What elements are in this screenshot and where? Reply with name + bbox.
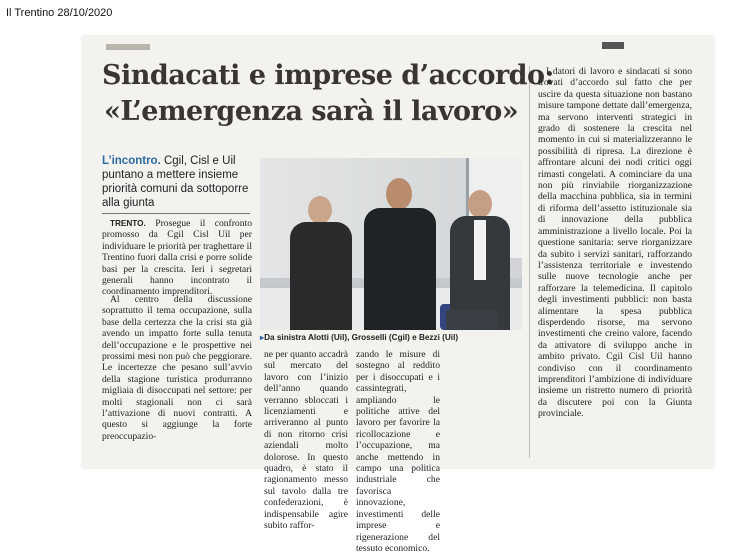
article-text: I datori di lavoro e sindacati si sono trovati d’accordo sul fatto che per uscire da questa situazione non bastano misure tampone dettate dall’emergenza, ma servono interventi strategici in grado di sostenere la crescita nel momento in cui si materializzeranno le possibilità di ripresa. La direzione è affrontare alcuni dei nodi critici oggi rimasti congelati. A cominciare da una non più rinviabile riorganizzazione della macchina pubblica, sia in termini di riforma dell’assetto istituzionale sia di innovazione della pubblica amministrazione a livello locale. Poi la questione sanitaria: serve riorganizzare da subito i servizi sanitari, rafforzando l’assistenza territoriale e investendo sulle nuove tecnologie anche per rafforzare la telemedicina. Il capitolo degli investimenti pubblici: non basta alimentare la spesa pubblica disperdendo risorse, ma servono investimenti che creino valore, facendo da attivatore di sviluppo anche in ambito privato. Cgil Cisl Uil hanno condiviso con il coordinamento imprenditori l’ambizione di individuare insieme un ristretto numero di priorità da discutere poi con la Giunta provinciale. <box>538 66 692 420</box>
article-column-2 <box>264 349 348 532</box>
article-text: zando le misure di sostegno al reddito per i disoccupati e i cassintegrati, ampliando le politiche attive del lavoro per favorire la ricollocazione e l’occupazione, ma anche mettendo in campo una politica industriale che favorisca innovazione, investimenti delle imprese e rigenerazione del tessuto economico. <box>356 349 440 554</box>
photo-person-left <box>286 196 356 330</box>
article-text: Al centro della discussione soprattutto il tema occupazione, sulla base della certezza che la crisi sta già avendo un impatto forte sulla tenuta dell’occupazione e le prospettive nei prossimi mesi non può che peggiorare. Le incertezze che pesano sull’avvio della stagione turistica produrranno migliaia di disoccupati nel settore: per molti stagionali non ci sarà l’attivazione di nuovi contratti. A questo si aggiunge la forte preoccupazio- <box>102 294 252 442</box>
headline-line-2: «L’emergenza sarà il lavoro» <box>104 96 519 127</box>
source-label: Il Trentino 28/10/2020 <box>6 7 113 19</box>
subheadline-lead: L’incontro. <box>102 155 161 167</box>
column-divider <box>529 66 530 458</box>
photo-person-center <box>360 178 440 330</box>
subheadline-text: Cgil, Cisl e Uil puntano a mettere insieme priorità comuni da sottoporre alla giunta <box>102 155 249 209</box>
section-tag <box>106 44 150 50</box>
article-column-1-top <box>102 218 252 298</box>
article-column-3 <box>356 349 440 554</box>
subhead-rule <box>102 213 250 214</box>
photo-person-right <box>446 190 514 330</box>
subheadline <box>102 154 250 210</box>
newspaper-clipping <box>82 36 714 554</box>
article-column-5 <box>538 66 692 420</box>
article-text: Prosegue il confronto promosso da Cgil Cisl Uil per individuare le priorità per traghettare il Trentino fuori dalla crisi e porre solide basi per la crescita. Ieri i segretari generali hanno incontrato il coordinamento imprenditori. <box>102 218 252 298</box>
headline-line-1: Sindacati e imprese d’accordo: <box>102 60 555 91</box>
dateline: TRENTO. <box>110 219 146 228</box>
photo-monitor <box>446 310 498 330</box>
article-column-1-bottom <box>102 294 252 442</box>
article-text: ne per quanto accadrà sul mercato del lavoro con l’inizio dell’anno quando verranno sbloccati i licenziamenti e arriveranno al punto di non ritorno crisi aziendali molto dolorose. In questo quadro, è stato il ragionamento messo sul tavolo dalla tre confederazioni, è indispensabile agire subito raffor- <box>264 349 348 532</box>
newspaper-logo <box>602 42 624 49</box>
photo-caption: ▸ Da sinistra Alotti (Uil), Grosselli (Cgil) e Bezzi (Uil) <box>260 332 522 342</box>
article-photo <box>260 158 522 330</box>
